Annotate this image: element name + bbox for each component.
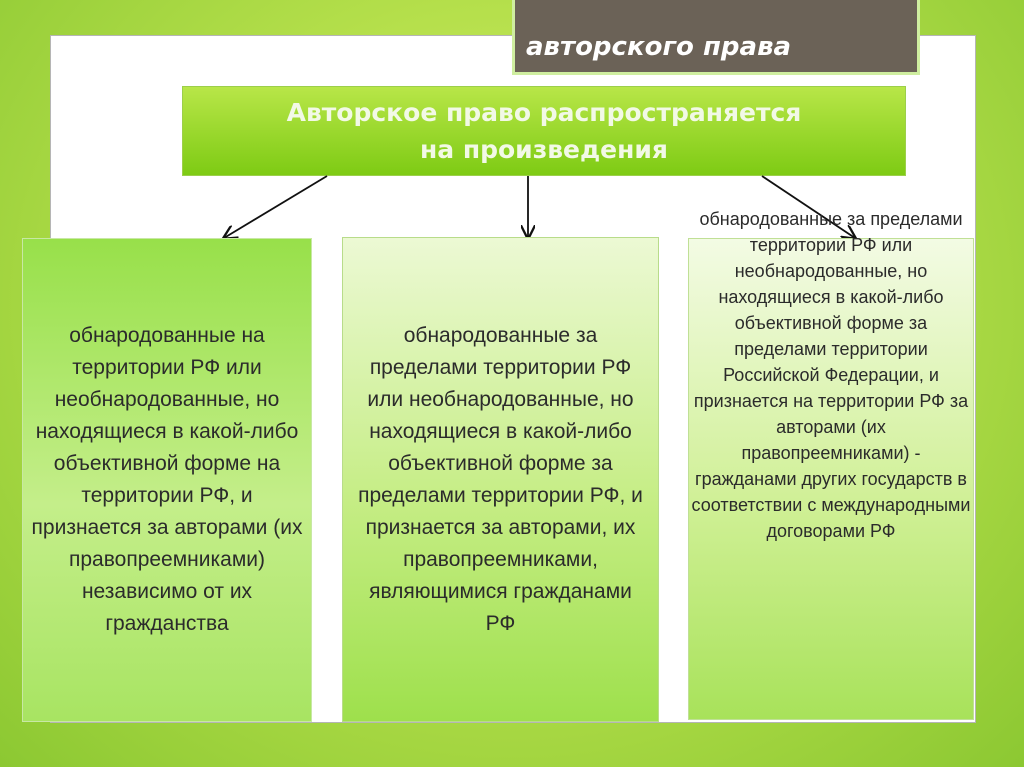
header-line-2: на произведения — [419, 135, 668, 164]
column-middle — [342, 237, 659, 722]
arrow-left — [224, 176, 327, 238]
header-line-1: Авторское право распространяется — [286, 98, 802, 127]
column-left-text: обнародованные на территории РФ или необнародованные, но находящиеся в какой-либо объективной форме на территории РФ, и признается за авторами (их правопреемниками) независимо от их гражданства — [31, 324, 303, 635]
column-middle-text: обнародованные за пределами территории РФ или необнародованные, но находящиеся в какой-либо объективной форме за пределами территории РФ, и признается за авторами, их правопреемниками, являющимися гражданами РФ — [358, 323, 643, 635]
column-right-text: обнародованные за пределами территории РФ или необнародованные, но находящиеся в какой-либо объективной форме за пределами территории Российской Федерации, и признается на территории РФ за авторами (их правопреемниками) - гражданами других государств в соответствии с международными договорами РФ — [691, 209, 971, 541]
slide-title: авторского права — [526, 32, 792, 62]
column-left — [22, 238, 312, 722]
